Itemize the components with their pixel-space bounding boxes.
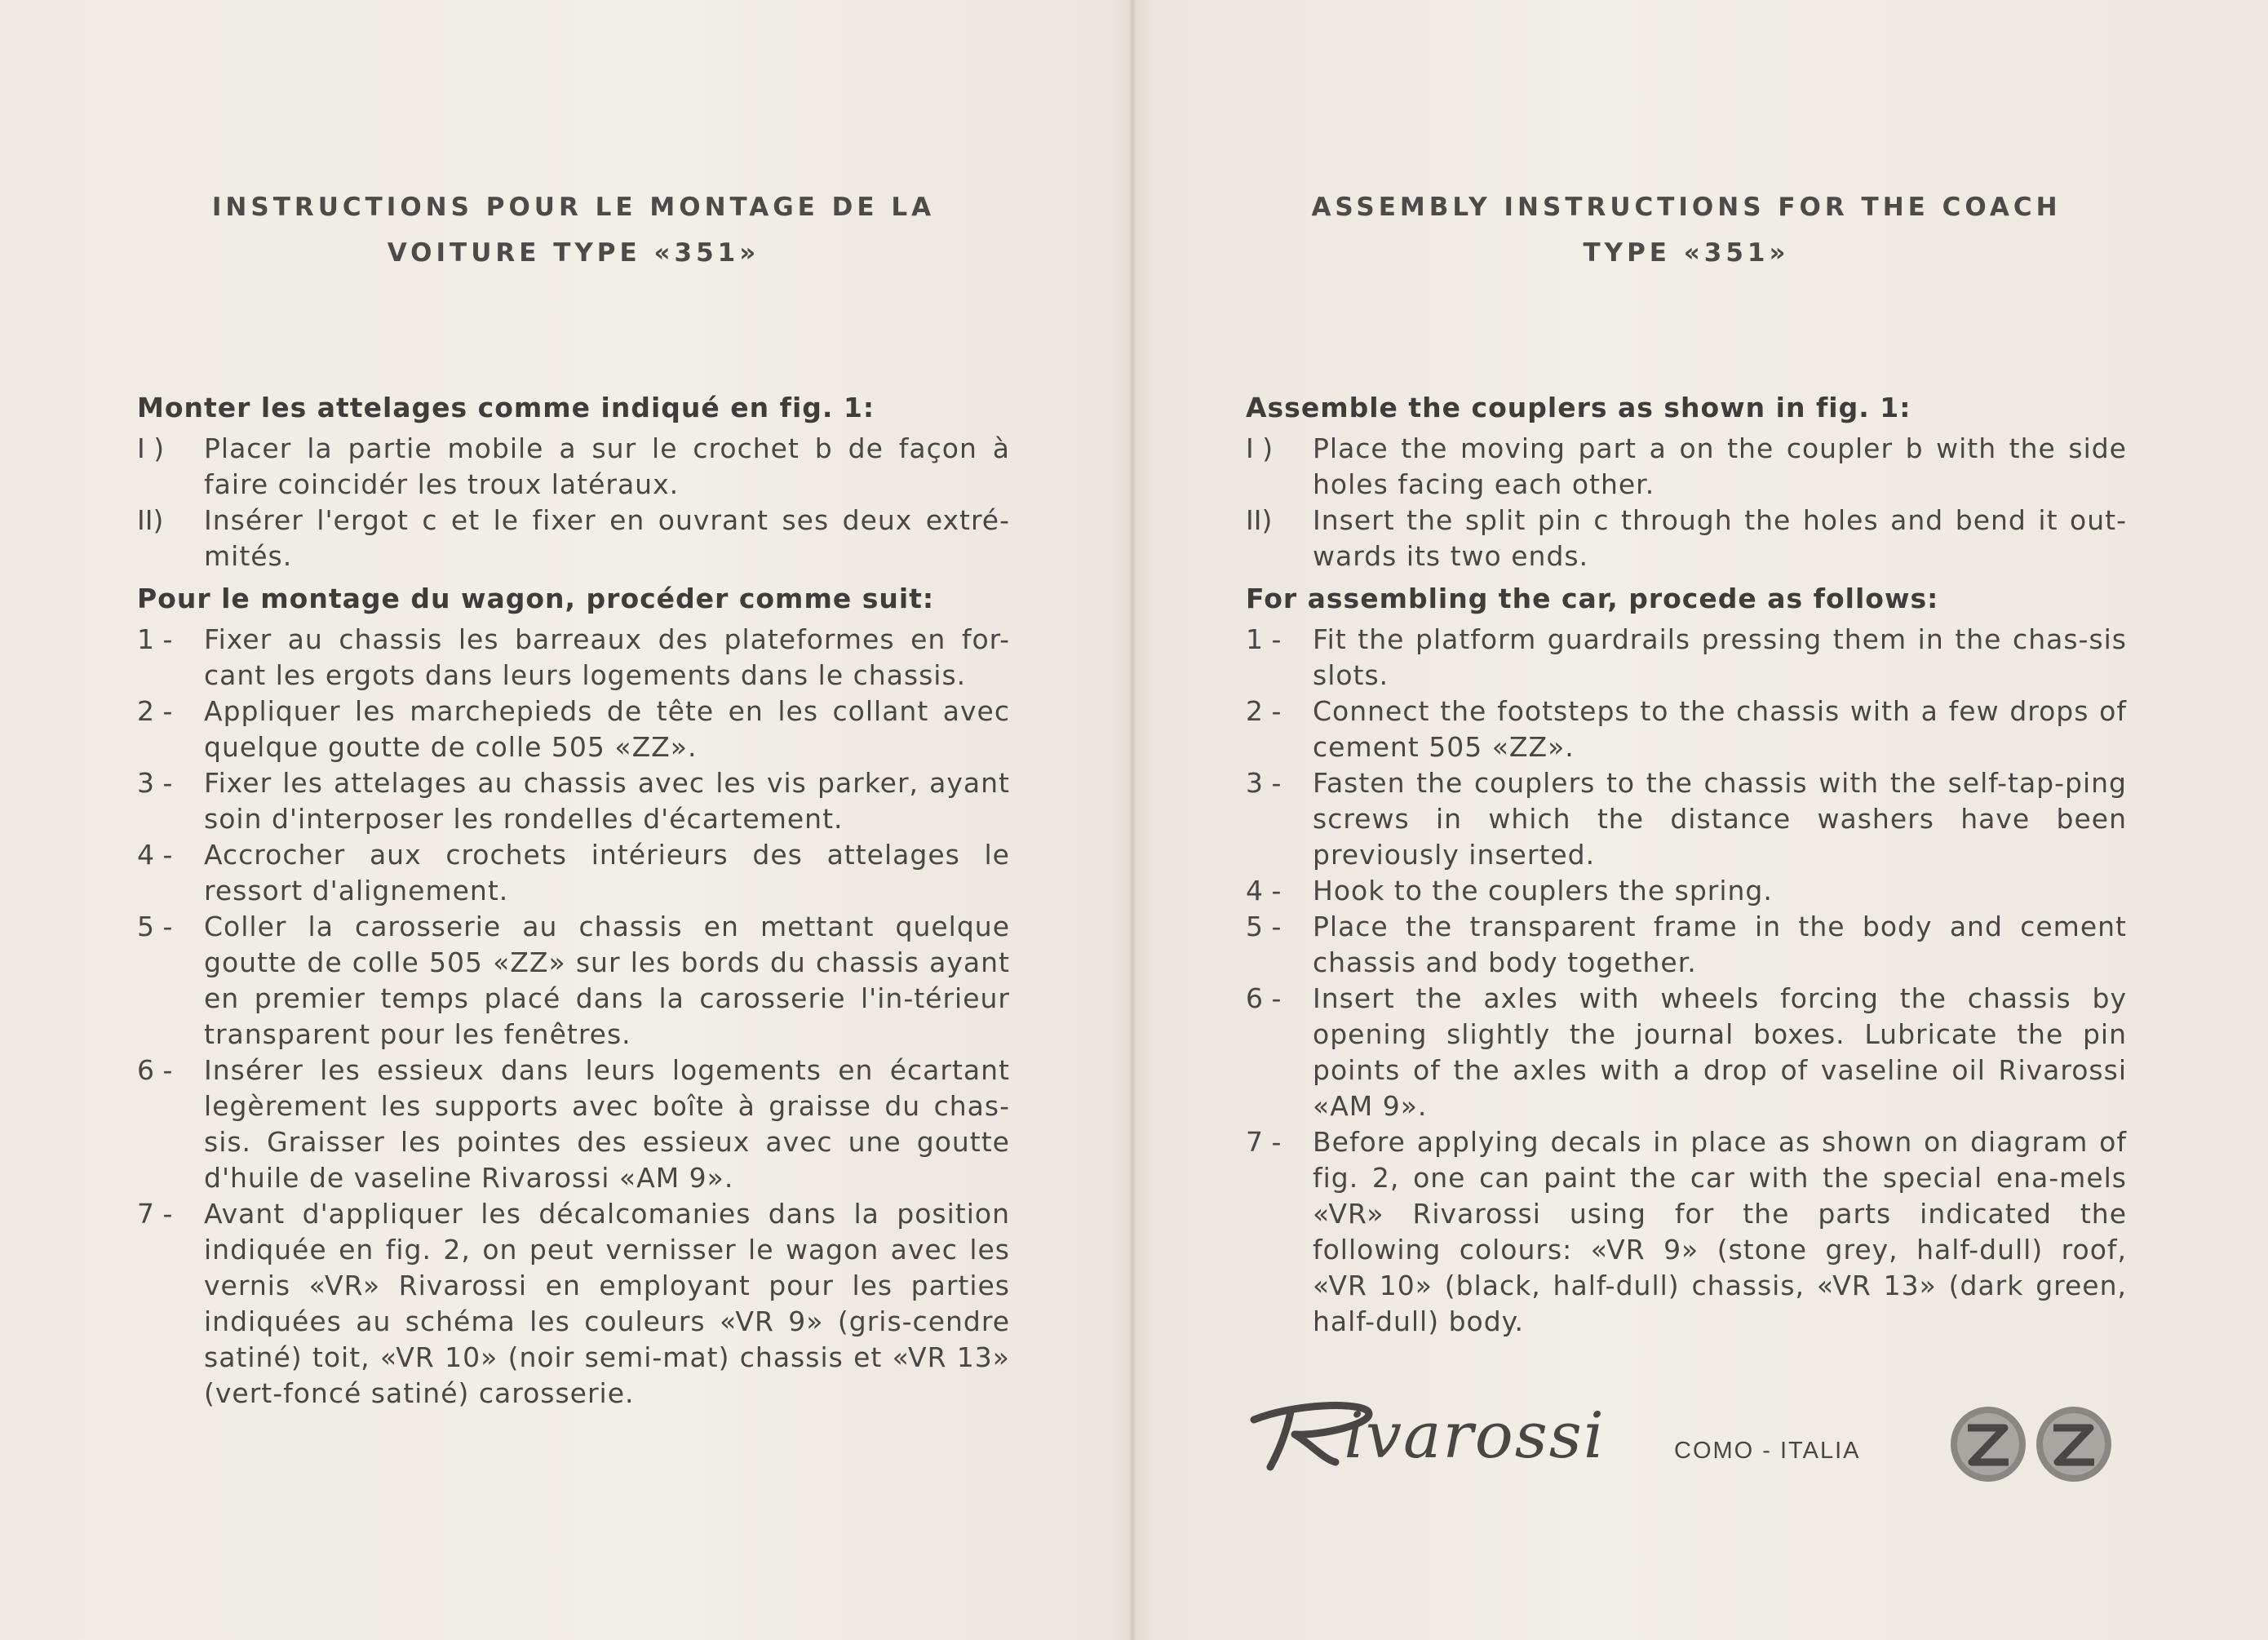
english-title-line2: TYPE «351» bbox=[1583, 238, 1790, 268]
item-number: 4 - bbox=[1246, 875, 1282, 906]
item-number: I ) bbox=[1246, 432, 1274, 464]
rivarossi-logo bbox=[1246, 1387, 1629, 1477]
item-number: 3 - bbox=[1246, 767, 1282, 799]
english-heading-couplers: Assemble the couplers as shown in fig. 1: bbox=[1246, 392, 1911, 423]
item-number: 7 - bbox=[137, 1198, 173, 1230]
item-number: 2 - bbox=[1246, 695, 1282, 727]
list-item bbox=[137, 431, 1010, 503]
english-title bbox=[1246, 184, 2127, 276]
item-number: 1 - bbox=[1246, 623, 1282, 655]
french-title-line2: VOITURE TYPE «351» bbox=[387, 238, 760, 268]
list-item bbox=[1246, 873, 2127, 909]
list-item bbox=[1246, 909, 2127, 981]
french-body bbox=[137, 390, 1010, 1412]
list-item bbox=[1246, 431, 2127, 503]
item-number: 3 - bbox=[137, 767, 173, 799]
list-item bbox=[137, 765, 1010, 837]
english-body bbox=[1246, 390, 2127, 1340]
french-page bbox=[137, 0, 1010, 1409]
english-page bbox=[1246, 0, 2127, 1473]
item-number: II) bbox=[1246, 504, 1273, 536]
list-item bbox=[1246, 622, 2127, 694]
list-item bbox=[137, 1053, 1010, 1196]
item-number: 6 - bbox=[137, 1054, 173, 1086]
company-location: COMO - ITALIA bbox=[1674, 1438, 1861, 1464]
french-heading-assembly: Pour le montage du wagon, procéder comme suit: bbox=[137, 583, 935, 614]
item-text: Coller la carosserie au chassis en mettant quelque goutte de colle 505 «ZZ» sur les bords du chassis ayant en premier temps placé dans la carosserie l'in-térieur transparent pour les fenêtres. bbox=[204, 911, 1010, 1050]
item-text: Fixer au chassis les barreaux des plateformes en for-cant les ergots dans leurs logements dans le chassis. bbox=[204, 623, 1010, 691]
item-text: Connect the footsteps to the chassis with a few drops of cement 505 «ZZ». bbox=[1313, 695, 2127, 763]
list-item bbox=[1246, 765, 2127, 873]
item-number: 1 - bbox=[137, 623, 173, 655]
item-text: Placer la partie mobile a sur le crochet b de façon à faire coincidér les troux latéraux. bbox=[204, 432, 1010, 500]
list-item bbox=[137, 622, 1010, 694]
item-text: Insert the split pin c through the holes and bend it out-wards its two ends. bbox=[1313, 504, 2127, 572]
item-number: I ) bbox=[137, 432, 165, 464]
svg-text:ivarossi: ivarossi bbox=[1344, 1399, 1606, 1473]
item-text: Insérer l'ergot c et le fixer en ouvrant ses deux extré-mités. bbox=[204, 504, 1010, 572]
list-item bbox=[1246, 503, 2127, 574]
item-text: Insérer les essieux dans leurs logements en écartant legèrement les supports avec boîte à graisse du chas-sis. Graisser les pointes des essieux avec une goutte d'huile de vaseline Rivarossi «AM 9». bbox=[204, 1054, 1010, 1194]
item-number: II) bbox=[137, 504, 164, 536]
item-number: 4 - bbox=[137, 839, 173, 871]
item-text: Fasten the couplers to the chassis with the self-tap-ping screws in which the distance washers have been previously inserted. bbox=[1313, 767, 2127, 871]
item-number: 2 - bbox=[137, 695, 173, 727]
item-number: 7 - bbox=[1246, 1126, 1282, 1158]
center-fold bbox=[1129, 0, 1136, 1640]
item-text: Appliquer les marchepieds de tête en les collant avec quelque goutte de colle 505 «ZZ». bbox=[204, 695, 1010, 763]
list-item bbox=[1246, 981, 2127, 1124]
item-number: 5 - bbox=[1246, 911, 1282, 942]
item-text: Place the transparent frame in the body and cement chassis and body together. bbox=[1313, 911, 2127, 978]
item-number: 5 - bbox=[137, 911, 173, 942]
item-text: Fit the platform guardrails pressing them in the chas-sis slots. bbox=[1313, 623, 2127, 691]
english-title-line1: ASSEMBLY INSTRUCTIONS FOR THE COACH bbox=[1311, 193, 2062, 222]
french-title bbox=[137, 184, 1010, 276]
list-item bbox=[137, 503, 1010, 574]
list-item bbox=[137, 694, 1010, 765]
french-title-line1: INSTRUCTIONS POUR LE MONTAGE DE LA bbox=[211, 193, 936, 222]
double-wheel-logo-icon bbox=[1947, 1403, 2119, 1485]
brand-footer bbox=[1246, 1387, 2127, 1501]
french-heading-couplers: Monter les attelages comme indiqué en fig. 1: bbox=[137, 392, 875, 423]
list-item bbox=[137, 909, 1010, 1053]
list-item bbox=[137, 837, 1010, 909]
english-heading-assembly: For assembling the car, procede as follows: bbox=[1246, 583, 1939, 614]
item-text: Hook to the couplers the spring. bbox=[1313, 875, 1773, 906]
item-text: Avant d'appliquer les décalcomanies dans la position indiquée en fig. 2, on peut vernisser le wagon avec les vernis «VR» Rivarossi en employant pour les parties indiquées au schéma les couleurs «VR 9» (gris-cendre satiné) toit, «VR 10» (noir semi-mat) chassis et «VR 13» (vert-foncé satiné) carosserie. bbox=[204, 1198, 1010, 1409]
item-text: Insert the axles with wheels forcing the chassis by opening slightly the journal boxes. Lubricate the pin points of the axles with a drop of vaseline oil Rivarossi «AM 9». bbox=[1313, 982, 2127, 1122]
item-number: 6 - bbox=[1246, 982, 1282, 1014]
list-item bbox=[137, 1196, 1010, 1412]
list-item bbox=[1246, 694, 2127, 765]
list-item bbox=[1246, 1124, 2127, 1340]
item-text: Before applying decals in place as shown on diagram of fig. 2, one can paint the car with the special ena-mels «VR» Rivarossi using for the parts indicated the following colours: «VR 9» (stone grey, half-dull) roof, «VR 10» (black, half-dull) chassis, «VR 13» (dark green, half-dull) body. bbox=[1313, 1126, 2127, 1337]
item-text: Fixer les attelages au chassis avec les vis parker, ayant soin d'interposer les rondelles d'écartement. bbox=[204, 767, 1010, 835]
item-text: Place the moving part a on the coupler b with the side holes facing each other. bbox=[1313, 432, 2127, 500]
item-text: Accrocher aux crochets intérieurs des attelages le ressort d'alignement. bbox=[204, 839, 1010, 906]
